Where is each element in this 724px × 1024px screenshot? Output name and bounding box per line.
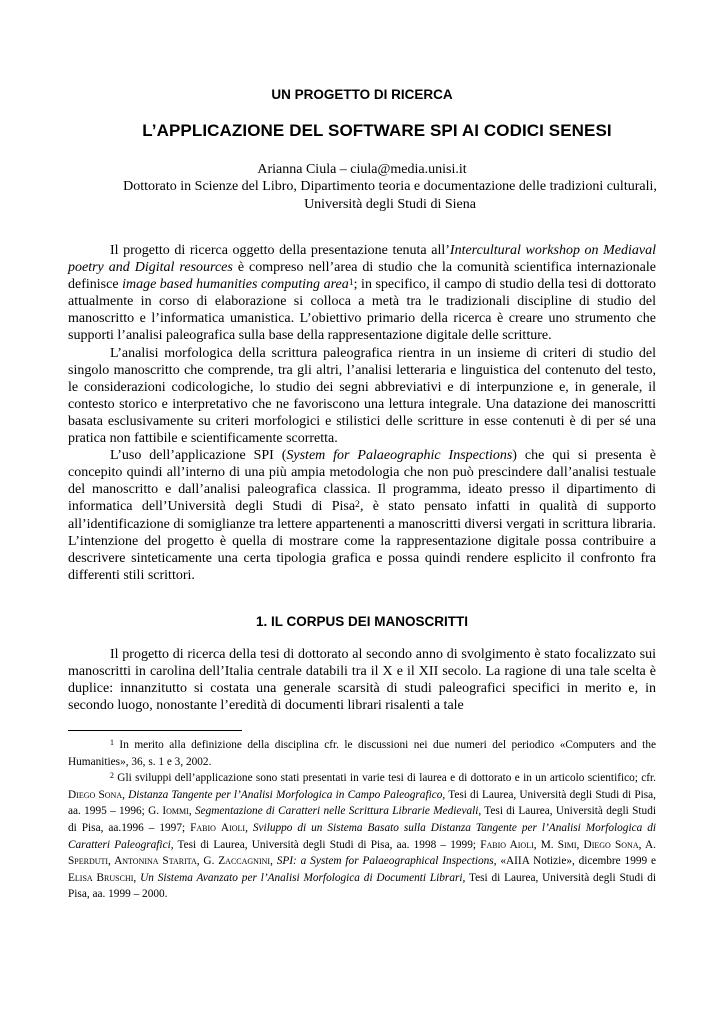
fn2-author-1-surname: ona [104,788,123,801]
fn2-work-2: Segmentazione di Caratteri nelle Scrittura Librarie Medievali, [194,805,482,818]
fn2-author-1-surname-initial: S [98,788,105,801]
intro-p3-text-e: , è stato pensato infatti in qualità di supporto all’identificazione di somiglianze tra lettere appartenenti a manoscritti diversi vergati in scrittura libraria. L’intenzione del progetto è quella di mostrare come la rappresentazione digitale possa contribuire a descrivere sinteticamente una certa tipologia grafica e possa quindi rendere esplicito il confronto fra differenti stili scrittori. [68,499,656,583]
corpus-section [68,646,656,714]
fn2-author-2-surname: ommi [166,805,189,818]
fn2-text-9: , «AIIA Notizie», dicembre 1999 e [493,855,657,868]
paper-title: L’APPLICAZIONE DEL SOFTWARE SPI AI CODICI SENESI [142,121,612,140]
footnote-ref-2[interactable]: 2 [355,498,360,510]
fn2-text-6: , [245,821,253,834]
spi-expansion: System for Palaeographic Inspections [286,448,513,464]
fn2-text-8: , [270,855,277,868]
fn2-author-1-initial: D [68,788,77,801]
intro-p1-text-a: Il progetto di ricerca oggetto della presentazione tenuta all’ [110,243,450,258]
fn2-text-10: , [133,871,141,884]
discipline-name: image based humanities computing area [122,277,349,293]
fn2-work-5: Un Sistema Avanzato per l’Analisi Morfologica di Documenti Librari, [140,871,466,884]
footnote-1-mark: 1 [110,738,114,748]
fn2-work-1: Distanza Tangente per l’Analisi Morfologica in Campo Paleografico, [128,788,446,801]
fn2-text-2: , [122,788,129,801]
fn2-text-11: Tesi di Laurea, Università degli Studi di Pisa, aa. 1999 – 2000. [68,871,656,901]
author-affiliation: Dottorato in Scienze del Libro, Dipartimento teoria e documentazione delle tradizioni culturali, Università degli Studi di Siena [123,179,657,212]
fn2-author-3-surname: ioli [229,821,246,834]
fn2-work-3: Sviluppo di un Sistema Basato sulla Distanza Tangente per l’Analisi Morfologica di Caratteri Paleografici, [68,821,657,851]
footnote-1 [68,737,656,770]
fn2-author-3-initial: F [190,821,197,834]
author-line: Arianna Ciula – ciula@media.unisi.it [257,162,467,177]
fn2-authors-4: Fabio Aioli, M. Simi, Diego Sona, A. Sperduti, Antonina Starita, G. Zaccagnini [68,838,656,868]
fn2-author-3-surname-initial: A [220,821,230,834]
intro-section [68,242,656,584]
fn2-author-5: Elisa Bruschi [68,871,134,884]
fn2-text-5: Tesi di Laurea, Università degli Studi di Pisa, aa.1996 – 1997; [68,805,656,834]
fn2-work-4: SPI: a System for Palaeographical Inspections [276,855,494,868]
corpus-paragraph-1: Il progetto di ricerca della tesi di dottorato al secondo anno di svolgimento è stato focalizzato sui manoscritti in carolina dell’Italia centrale databili tra il X e il XII secolo. La ragione di una tale scelta è duplice: innanzitutto si costata una generale scarsità di studi paleografici specifici in merito e, in secondo luogo, nonostante l’eredità di documenti librari risalenti a tale [68,647,656,714]
intro-paragraph-1 [68,242,656,345]
footnote-1-text: In merito alla definizione della disciplina cfr. le discussioni nei due numeri del periodico «Computers and the Humanities», 36, s. 1 e 3, 2002. [68,739,656,768]
fn2-text-1: Gli sviluppi dell’applicazione sono stati presentati in varie tesi di laurea e di dottorato e in un articolo scientifico; cfr. [113,772,656,785]
fn2-text-3: Tesi di Laurea, Università degli Studi di Pisa, aa. 1995 – 1996; [68,788,657,818]
fn2-author-1-first: iego [76,788,99,801]
footnote-2 [68,770,656,903]
paper-kicker: UN PROGETTO DI RICERCA [271,87,453,102]
intro-paragraph-3 [68,447,656,584]
footnote-ref-1[interactable]: 1 [348,276,354,288]
intro-p3-text-c: ) che qui si presenta è concepito quindi all’interno di una più ampia metodologia che non può prescindere dall’analisi testuale del manoscritto e dall’analisi paleografica classica. Il programma, ideato presso il dipartimento di informatica dell’Università degli Studi di Pisa [68,448,656,515]
fn2-text-4: , [188,805,195,818]
footnote-2-mark: 2 [110,771,114,781]
fn2-author-3-first: abio [196,821,221,834]
section-heading-corpus: 1. IL CORPUS DEI MANOSCRITTI [255,614,469,629]
intro-p1-text-c: è compreso nell’area di studio che la comunità scientifica internazionale definisce [68,260,656,293]
workshop-title: Intercultural workshop on Mediaval poetry and Digital resources [68,243,657,276]
footnote-separator [68,730,242,731]
fn2-author-2-initial: G. I [148,805,167,818]
intro-paragraph-2: L’analisi morfologica della scrittura paleografica rientra in un insieme di criteri di studio del singolo manoscritto che comprende, tra gli altri, l’analisi letteraria e linguistica del contenuto del testo, le considerazioni codicologiche, lo studio dei segni abbreviativi e di interpunzione e, in generale, il contesto storico e interpretativo che ne favoriscono una lettura integrale. Una datazione dei manoscritti basata esclusivamente su criteri morfologici e stilistici delle scritture in esse contenuti è di per sé una pratica non fattibile e scientificamente scorretta. [68,345,656,447]
footnotes [68,737,656,903]
fn2-text-7: Tesi di Laurea, Università degli Studi di Pisa, aa. 1998 – 1999; [173,838,481,851]
intro-p3-text-a: L’uso dell’applicazione SPI ( [110,448,287,464]
intro-p1-text-f: ; in specifico, il campo di studio della tesi di dottorato attualmente in corso di elaborazione si colloca a metà tra le tradizionali discipline di studio del manoscritto e l’informatica umanistica. L’obiettivo primario della ricerca è creare uno strumento che supporti l’analisi paleografica sulla base della rappresentazione digitale delle scritture. [68,277,656,344]
